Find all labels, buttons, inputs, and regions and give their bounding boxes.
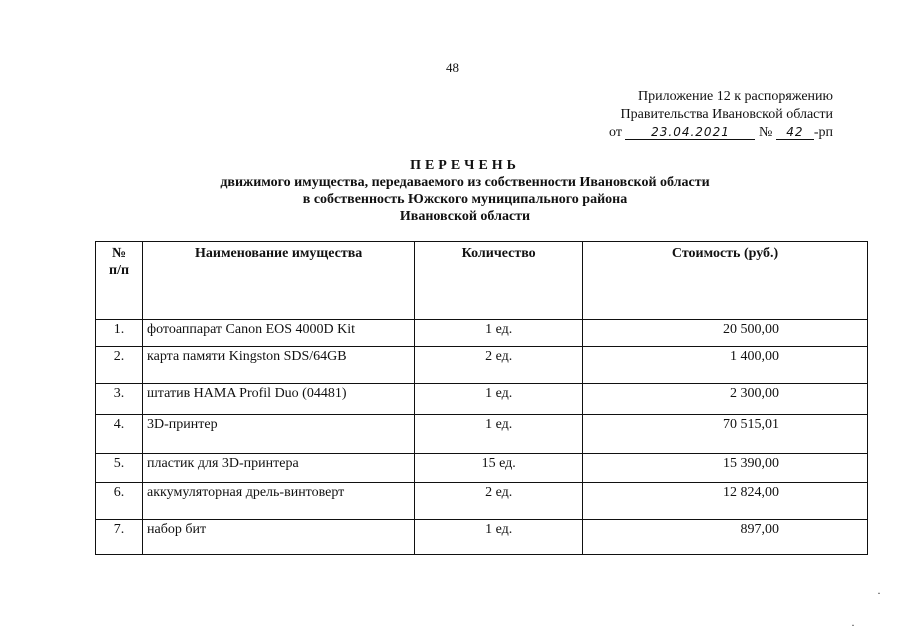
header-num-line-1: №	[111, 246, 127, 261]
header-num	[96, 242, 143, 320]
row-qty: 2 ед.	[415, 483, 583, 520]
row-name: штатив HAMA Profil Duo (04481)	[143, 384, 415, 415]
appendix-block	[609, 88, 833, 142]
title-main: ПЕРЕЧЕНЬ	[410, 158, 520, 173]
row-num: 6.	[96, 483, 143, 520]
table-row	[96, 320, 868, 347]
row-qty: 2 ед.	[415, 347, 583, 384]
appendix-date-line	[609, 124, 833, 142]
table-row	[96, 347, 868, 384]
header-cost: Стоимость (руб.)	[583, 242, 868, 320]
row-name: аккумуляторная дрель-винтоверт	[143, 483, 415, 520]
row-name: фотоаппарат Canon EOS 4000D Kit	[143, 320, 415, 347]
header-name: Наименование имущества	[143, 242, 415, 320]
appendix-line-1: Приложение 12 к распоряжению	[638, 89, 833, 104]
row-name: 3D-принтер	[143, 415, 415, 454]
row-num: 5.	[96, 454, 143, 483]
appendix-line-2: Правительства Ивановской области	[620, 107, 833, 122]
row-num: 4.	[96, 415, 143, 454]
property-table	[95, 241, 868, 555]
row-qty: 1 ед.	[415, 320, 583, 347]
row-num: 1.	[96, 320, 143, 347]
scan-speck: ·	[851, 618, 855, 632]
row-cost: 1 400,00	[583, 347, 868, 384]
number-prefix: №	[758, 125, 773, 140]
row-num: 3.	[96, 384, 143, 415]
header-num-line-2: п/п	[109, 263, 130, 278]
row-cost: 897,00	[583, 520, 868, 555]
row-qty: 1 ед.	[415, 384, 583, 415]
table-row	[96, 415, 868, 454]
title-line-2: в собственность Южского муниципального района	[302, 192, 628, 207]
row-num: 7.	[96, 520, 143, 555]
date-prefix: от	[609, 125, 622, 140]
row-name: карта памяти Kingston SDS/64GB	[143, 347, 415, 384]
row-num: 2.	[96, 347, 143, 384]
handwritten-date: 23.04.2021	[625, 125, 755, 140]
row-cost: 12 824,00	[583, 483, 868, 520]
page-number: 48	[446, 60, 459, 75]
table-header-row	[96, 242, 868, 320]
row-cost: 20 500,00	[583, 320, 868, 347]
title-line-3: Ивановской области	[399, 209, 531, 224]
row-cost: 70 515,01	[583, 415, 868, 454]
row-qty: 15 ед.	[415, 454, 583, 483]
number-suffix: -рп	[813, 125, 833, 140]
row-qty: 1 ед.	[415, 520, 583, 555]
row-qty: 1 ед.	[415, 415, 583, 454]
row-name: пластик для 3D-принтера	[143, 454, 415, 483]
header-qty: Количество	[415, 242, 583, 320]
row-name: набор бит	[143, 520, 415, 555]
row-cost: 2 300,00	[583, 384, 868, 415]
document-title	[0, 157, 905, 225]
table-row	[96, 483, 868, 520]
row-cost: 15 390,00	[583, 454, 868, 483]
table-row	[96, 454, 868, 483]
table-row	[96, 384, 868, 415]
title-line-1: движимого имущества, передаваемого из собственности Ивановской области	[220, 175, 710, 190]
scan-speck: ·	[877, 586, 881, 600]
table-row	[96, 520, 868, 555]
handwritten-number: 42	[776, 125, 814, 140]
